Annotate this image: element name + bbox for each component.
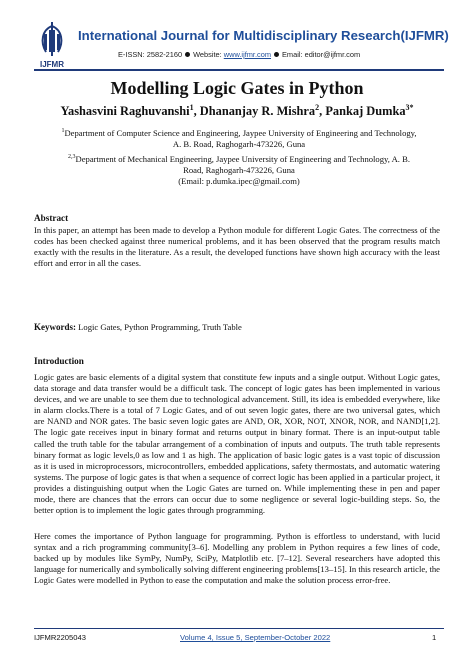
website-label: Website: <box>193 50 224 59</box>
volume-link[interactable]: Volume 4, Issue 5, September-October 2022 <box>180 633 331 642</box>
author-name: Pankaj Dumka <box>325 104 406 119</box>
header-rule <box>34 69 444 71</box>
paper-title: Modelling Logic Gates in Python <box>110 78 364 98</box>
introduction-paragraph-2: Here comes the importance of Python language for programming. Python is effortless to understand, with lucid syntax and a rich programming community[3–6]. Modelling any problem in Python requires a few lines of code, backed up by modules like SymPy, NumPy, SciPy, Matplotlib etc. [7–12]. Several researchers have adopted this language for numerically and symbolically solving different engineering problems[13–15]. In this research article, the Logic Gates were modelled in Python to ease the computation and make the solution process error-free. <box>34 531 440 586</box>
contact-email: (Email: p.dumka.ipec@gmail.com) <box>178 175 300 186</box>
author-name: Dhananjay R. Mishra <box>199 104 316 119</box>
affiliation-1: $^1$Department of Computer Science and Engineering, Jaypee University of Engineering and Technology, A. B. Road, Raghogarh-473226, Guna <box>61 127 417 149</box>
bullet-icon <box>274 52 279 57</box>
website-link[interactable]: www.ijfmr.com <box>223 50 271 59</box>
abstract-text: In this paper, an attempt has been made to develop a Python module for different Logic Gates. The correctness of the codes has been checked against three numerical problems, and it has been observed that the program results match exactly with the results in the literature. As a result, the developed functions have shown high accuracy with the least effort and error in all the cases. <box>34 225 440 269</box>
email[interactable]: Email: editor@ijfmr.com <box>282 50 361 59</box>
author-name: Yashasvini Raghuvanshi <box>60 104 190 119</box>
affiliation-2: $^{2,3}$Department of Mechanical Engineering, Jaypee University of Engineering and Technology, A. B. Road, Raghogarh-473226, Guna (Email: p.dumka.ipec@gmail.com) <box>68 153 410 186</box>
journal-header <box>34 20 449 72</box>
keywords: Keywords: Logic Gates, Python Programming, Truth Table <box>34 322 242 332</box>
journal-name: International Journal for Multidisciplinary Research(IJFMR) <box>78 28 449 43</box>
page-number: 1 <box>432 633 437 642</box>
author-list: Yashasvini Raghuvanshi$^1$, Dhananjay R. Mishra$^2$, Pankaj Dumka$^{3*}$ <box>60 103 414 119</box>
eissn: E-ISSN: 2582-2160 <box>118 50 183 59</box>
journal-meta <box>118 50 360 59</box>
introduction-heading: Introduction <box>34 356 84 366</box>
logo-text: IJFMR <box>40 60 64 69</box>
introduction-paragraph-1: Logic gates are basic elements of a digital system that constitute few inputs and a single output. Without Logic gates, data storage and data transfer would be a difficult task. The concept of logic gates has been implemented in various devices, and we are unable to see them due to technological advancement. Still, its idea is embedded everywhere, like in alarm clocks.There is a total of 7 Logic Gates, and of out seven logic gates, there are two universal gates, which are NAND and NOR gates. The basic seven logic gates are AND, OR, XOR, NOT, XNOR, NOR, and NAND[1,2]. The logic gate receives input in binary format and returns output in binary format. There is an input-output table called the truth table for the tabular arrangement of a combination of inputs and outputs. The truth table represents binary format as logic levels,0 as low and 1 as high. The application of basic logic gates is a vast topic of discussion as it is used in microprocessors, microcontrollers, embedded applications, safety thermostats, and automatic watering systems. The purpose of logic gates is that when a sequence of correct logic has been applied in a particular project, it provides a distinguishing output when the Logic Gates are turned on. While implementing these in pen and paper mode, there are chances that the errors can occur due to some negligence or several logic-building steps. So, the better option is to implement the logic gates through programming. <box>34 372 440 516</box>
article-id: IJFMR2205043 <box>34 633 86 642</box>
abstract-heading: Abstract <box>34 213 69 223</box>
footer-rule <box>34 628 444 629</box>
bullet-icon <box>185 52 190 57</box>
